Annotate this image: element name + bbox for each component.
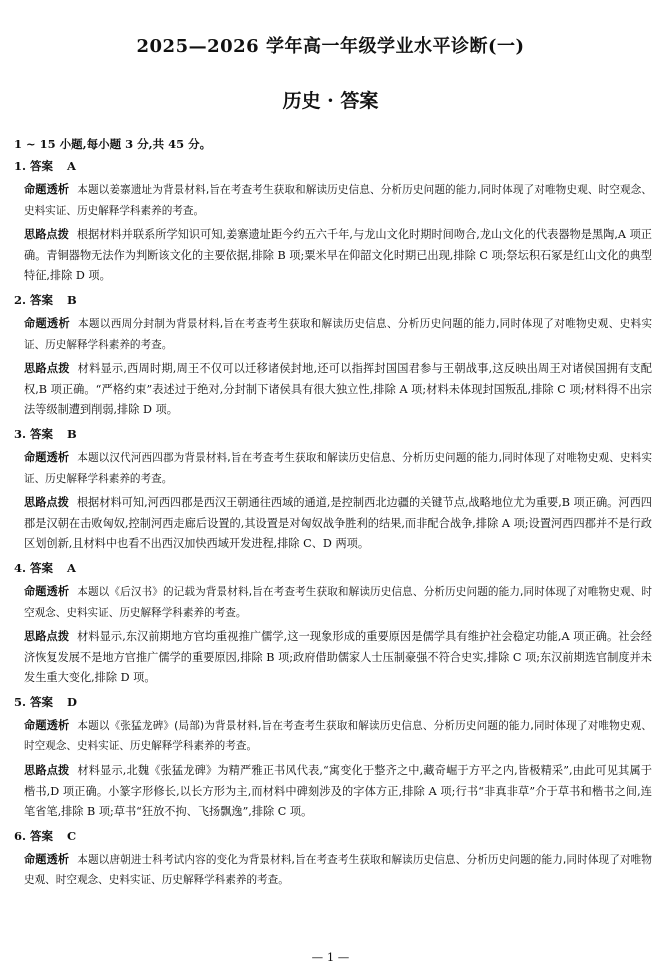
insight-paragraph [14, 447, 652, 489]
answer-label: 答案 [30, 560, 54, 575]
question-block-6 [14, 826, 652, 891]
answer-label: 答案 [30, 292, 54, 307]
hint-paragraph [14, 760, 652, 823]
hint-text: 根据材料可知,河西四郡是西汉王朝通往西域的通道,是控制西北边疆的关键节点,战略地位尤为重要,B 项正确。河西四郡是汉朝在击败匈奴,控制河西走廊后设置的,其设置是对匈奴战争胜利的结果,而非配合战争,排除 A 项;设置河西四郡并不是行政区划创新,且材料中也看不出西汉加快西域开发进程,排除 C、D 两项。 [24, 496, 652, 551]
answer-value: B [67, 292, 77, 307]
insight-paragraph [14, 581, 652, 623]
question-number: 6. [14, 828, 27, 843]
question-block-4 [14, 558, 652, 689]
hint-paragraph [14, 358, 652, 421]
hint-text: 材料显示,西周时期,周王不仅可以迁移诸侯封地,还可以指挥封国国君参与王朝战事,这反映出周王对诸侯国拥有支配权,B 项正确。“严格约束”表述过于绝对,分封制下诸侯具有很大独立性,排除 A 项;材料未体现封国叛乱,排除 C 项;材料得不出宗法等级制遭到削弱,排除 D 项。 [24, 362, 652, 417]
insight-text: 本题以唐朝进士科考试内容的变化为背景材料,旨在考查考生获取和解读历史信息、分析历史问题的能力,同时体现了对唯物史观、时空观念、史料实证、历史解释学科素养的考查。 [24, 853, 652, 887]
question-number: 2. [14, 292, 27, 307]
question-header [14, 424, 652, 447]
insight-label: 命题透析 [24, 315, 70, 330]
question-number: 4. [14, 560, 27, 575]
insight-text: 本题以姜寨遗址为背景材料,旨在考查考生获取和解读历史信息、分析历史问题的能力,同时体现了对唯物史观、时空观念、史料实证、历史解释学科素养的考查。 [24, 184, 652, 217]
answer-value: C [67, 828, 77, 843]
answer-value: A [67, 159, 76, 173]
insight-paragraph [14, 849, 652, 891]
hint-paragraph [14, 224, 652, 287]
insight-paragraph [14, 313, 652, 355]
question-block-3 [14, 424, 652, 555]
insight-label: 命题透析 [24, 449, 70, 464]
question-number: 1. [14, 159, 27, 173]
hint-paragraph [14, 492, 652, 555]
question-block-1 [14, 156, 652, 287]
section-intro: 1 ~ 15 小题,每小题 3 分,共 45 分。 [14, 137, 212, 151]
question-header [14, 692, 652, 715]
insight-paragraph [14, 715, 652, 757]
question-block-5 [14, 692, 652, 823]
insight-text: 本题以西周分封制为背景材料,旨在考查考生获取和解读历史信息、分析历史问题的能力,同时体现了对唯物史观、史料实证、历史解释学科素养的考查。 [24, 317, 652, 351]
hint-label: 思路点拨 [24, 629, 70, 644]
question-header [14, 156, 652, 179]
answer-label: 答案 [30, 159, 54, 173]
hint-text: 材料显示,北魏《张猛龙碑》为精严雅正书风代表,“寓变化于整齐之中,藏奇崛于方平之内,皆极精采”,由此可见其属于楷书,D 项正确。小篆字形修长,以长方形为主,而材料中碑刻涉及的字体方正,排除 A 项;行书“非真非草”介于草书和楷书之间,连笔省笔,排除 B 项;草书“狂放不拘、飞扬飘逸”,排除 C 项。 [24, 764, 652, 819]
question-header [14, 826, 652, 849]
insight-text: 本题以《张猛龙碑》(局部)为背景材料,旨在考查考生获取和解读历史信息、分析历史问题的能力,同时体现了对唯物史观、时空观念、史料实证、历史解释学科素养的考查。 [24, 719, 652, 753]
question-header [14, 558, 652, 581]
hint-label: 思路点拨 [24, 495, 69, 510]
hint-text: 材料显示,东汉前期地方官均重视推广儒学,这一现象形成的重要原因是儒学具有维护社会稳定功能,A 项正确。社会经济恢复发展不是地方官推广儒学的重要原因,排除 B 项;政府借助儒家人士压制豪强不符合史实,排除 C 项;东汉前期选官制度并未发生重大变化,排除 D 项。 [24, 630, 652, 685]
hint-text: 根据材料并联系所学知识可知,姜寨遗址距今约五六千年,与龙山文化时期时间吻合,龙山文化的代表器物是黑陶,A 项正确。青铜器物无法作为判断该文化的主要依据,排除 B 项;粟米早在仰韶文化时期已出现,排除 C 项;祭坛积石冢是红山文化的典型特征,排除 D 项。 [24, 228, 652, 283]
page-title: 2025—2026 学年高一年级学业水平诊断(一) [136, 36, 525, 57]
question-block-2 [14, 290, 652, 421]
insight-label: 命题透析 [24, 182, 70, 196]
insight-label: 命题透析 [24, 851, 70, 866]
answer-value: B [67, 426, 77, 441]
answer-label: 答案 [30, 828, 54, 843]
insight-text: 本题以《后汉书》的记载为背景材料,旨在考查考生获取和解读历史信息、分析历史问题的能力,同时体现了对唯物史观、时空观念、史料实证、历史解释学科素养的考查。 [24, 585, 652, 619]
page-subtitle: 历史 · 答案 [282, 90, 379, 112]
hint-paragraph [14, 626, 652, 689]
question-header [14, 290, 652, 313]
hint-label: 思路点拨 [24, 361, 70, 376]
answer-value: A [67, 560, 76, 575]
page-number: — 1 — [311, 950, 350, 964]
question-number: 5. [14, 694, 27, 709]
question-number: 3. [14, 426, 27, 441]
insight-paragraph [14, 179, 652, 221]
hint-label: 思路点拨 [24, 227, 69, 242]
insight-label: 命题透析 [24, 583, 70, 598]
answer-label: 答案 [30, 694, 54, 709]
answer-content [14, 134, 652, 894]
answer-value: D [67, 694, 78, 709]
insight-label: 命题透析 [24, 717, 70, 732]
insight-text: 本题以汉代河西四郡为背景材料,旨在考查考生获取和解读历史信息、分析历史问题的能力,同时体现了对唯物史观、史料实证、历史解释学科素养的考查。 [24, 451, 652, 485]
answer-label: 答案 [30, 426, 54, 441]
hint-label: 思路点拨 [24, 763, 70, 778]
